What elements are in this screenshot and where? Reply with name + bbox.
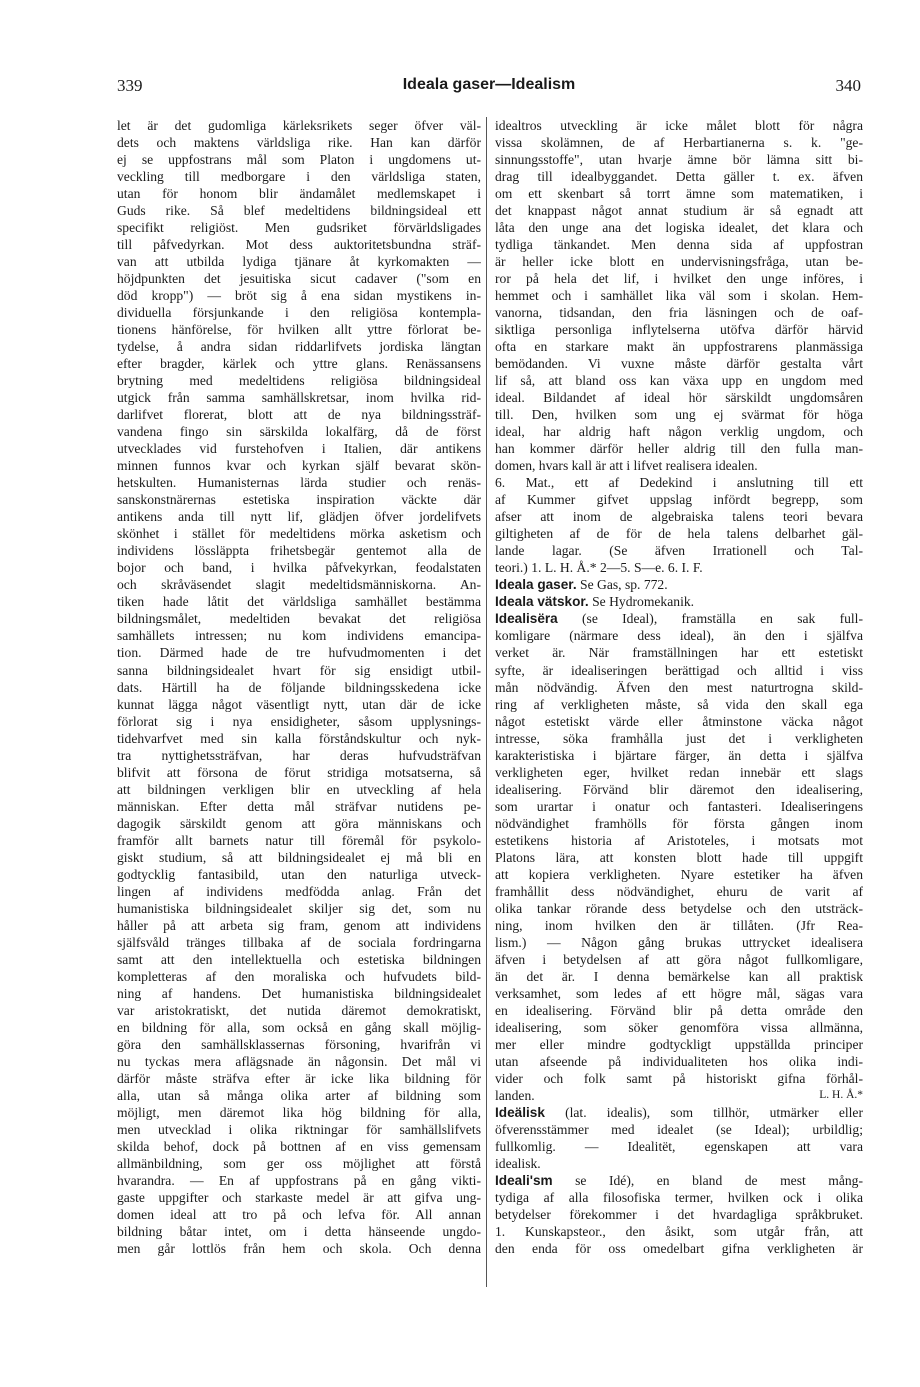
text-line — [495, 798, 863, 815]
line-text: verkligheten eger, hvilket redan innebär ett slags — [495, 764, 863, 780]
text-line: tra nyttighetssträfvan, har deras hufvudsträfvan — [117, 747, 481, 763]
text-line: men utvecklad i olika riktningar för samhällslifvets — [117, 1121, 481, 1137]
line-text: ning, inom hvilken den är tillåten. (Jfr Rea- — [495, 917, 863, 933]
text-line — [495, 1189, 863, 1206]
text-line — [495, 627, 863, 644]
line-text: äfven i betydelsen af att göra något fullkomligare, — [495, 951, 863, 967]
text-line: utan för honom blir ändamålet medlemskapet i — [117, 186, 481, 202]
line-text: domen, hvars kall är att i lifvet realisera idealen. — [495, 458, 758, 474]
line-text: ring af verkligheten måste, så vida den skall ega — [495, 696, 863, 712]
right-column — [495, 117, 863, 1357]
text-line: därför måste sträfva efter är icke lika bildning för — [117, 1070, 481, 1086]
text-line — [495, 202, 863, 219]
line-text: vider och folk samt på historiskt gifna förhål- — [495, 1070, 863, 1086]
line-text: landen. — [495, 1087, 535, 1103]
text-line: förlorat sig i nya ensidigheter, såsom upplysnings- — [117, 713, 481, 729]
text-line — [495, 525, 863, 542]
line-text: verksamhet, som ledes af ett högre mål, sägas vara — [495, 985, 863, 1001]
text-line — [495, 321, 863, 338]
text-line — [495, 559, 863, 576]
text-line: individens lössläppta frihetsbegär gentemot alla de — [117, 543, 481, 559]
text-line — [495, 542, 863, 559]
text-line — [495, 457, 863, 474]
text-line — [495, 730, 863, 747]
text-line: minnen funnos kvar och kyrkan själf bevarat skön- — [117, 458, 481, 474]
line-text: 1. Kunskapsteor., den åsikt, som utgår från, att — [495, 1224, 863, 1240]
text-line — [495, 815, 863, 832]
text-line: bojor och band, i hvilka påfvekyrkan, feodalstaten — [117, 560, 481, 576]
text-line: giskt studium, så att bildningsidealet ej må bli en — [117, 849, 481, 865]
text-line: alla, utan så många olika arter af bildning som — [117, 1087, 481, 1103]
text-line — [495, 117, 863, 134]
line-text: bemödanden. Vi vuxne måste därför gestalta vårt — [495, 356, 863, 372]
text-line — [495, 883, 863, 900]
page-number-left: 339 — [117, 76, 143, 95]
line-text: ideal, har aldrig haft någon verklig ungdom, och — [495, 424, 863, 440]
text-line — [495, 304, 863, 321]
text-line: blifvit att försona de förut stridiga motsatserna, så — [117, 764, 481, 780]
text-line: bildning båtar intet, om i detta hänseende ungdo- — [117, 1224, 481, 1240]
text-line: darlifvet florerat, blott att de nya bildningssträf- — [117, 407, 481, 423]
text-line — [495, 1155, 863, 1172]
line-text: verket är. När framställningen har ett estetiskt — [495, 645, 863, 661]
text-line: kompletteras af den moraliska och hufvudets bild- — [117, 968, 481, 984]
line-text: 6. Mat., ett af Dedekind i anslutning till ett — [495, 475, 863, 491]
line-text: om ett skenbart så torrt ämne som matematiken, i — [495, 186, 863, 202]
text-line — [495, 1121, 863, 1138]
entry-headword: Ideälisk — [495, 1104, 545, 1120]
text-line — [495, 423, 863, 440]
text-line: specifikt religiöst. Men gudsriket förvärldsligades — [117, 220, 481, 236]
line-text: idealisering. Förvänd blir däremot den idealisering, — [495, 781, 863, 797]
text-line: tiken hade låtit det världsliga samhället bestämma — [117, 594, 481, 610]
text-line — [495, 1223, 863, 1240]
text-line: möjligt, men däremot lika hög bildning för alla, — [117, 1104, 481, 1120]
text-line: allmänbildning, som ger oss möjlighet att förstå — [117, 1155, 481, 1171]
text-line — [495, 781, 863, 798]
line-text: öfverensstämmer med idealet (se Ideal); urbildlig; — [495, 1121, 863, 1137]
text-line: samt att den intellektuella och estetiska bildningen — [117, 951, 481, 967]
line-text: betydelser förekommer i det hvardagliga språkbruket. — [495, 1207, 863, 1222]
line-text: estetikens historia af Aristoteles, i motsats mot — [495, 832, 863, 848]
text-line — [495, 747, 863, 764]
line-text: komligare (närmare dess ideal), än den i själfva — [495, 628, 863, 644]
text-line: domen ideal att tro på och lefva för. All annan — [117, 1207, 481, 1222]
page-header — [117, 76, 861, 100]
line-text: teori.) 1. L. H. Å.* 2—5. S—e. 6. I. F. — [495, 560, 703, 576]
entry-headword: Ideala gaser. — [495, 577, 577, 593]
line-text: vissa skolämnen, de af Herbartianerna s. k. "ge- — [495, 135, 863, 151]
line-text: hemmet och i samhället lika väl som i skolan. Hem- — [495, 288, 863, 304]
text-line: människan. Efter detta mål sträfvar nutidens pe- — [117, 798, 481, 814]
text-line: hvarandra. — En af uppfostrans på en gång vikti- — [117, 1172, 481, 1188]
line-text: idealtros utveckling är icke målet blott för några — [495, 118, 863, 133]
entry-line — [495, 593, 863, 610]
text-line: let är det gudomliga kärleksrikets seger öfver väl- — [117, 118, 481, 133]
line-text: till. Den, hvilken som ung ej svärmat för höga — [495, 407, 863, 423]
line-text: låta den unge ana det logiska idealet, det klara och — [495, 220, 863, 236]
line-text: den enda för oss omedelbart gifna verkligheten är — [495, 1241, 863, 1257]
text-line — [495, 508, 863, 525]
text-line — [495, 934, 863, 951]
text-line — [495, 696, 863, 713]
text-line — [495, 832, 863, 849]
text-line: nu tyckas mera aflägsnade än någonsin. Det mål vi — [117, 1053, 481, 1069]
text-line: utvecklades vid furstehofven i Italien, där antikens — [117, 441, 481, 457]
text-line — [495, 1070, 863, 1087]
text-line: håller på att arbeta sig fram, genom att individens — [117, 917, 481, 933]
line-text: något estetiskt värde eller åtminstone väcka något — [495, 713, 863, 729]
line-text: intresse, söka framhålla just det i verkligheten — [495, 730, 863, 746]
line-text: (se Ideal), framställa en sak full- — [557, 611, 863, 627]
author-signature: L. H. Å.* — [819, 1088, 863, 1101]
text-line — [495, 491, 863, 508]
entry-line — [495, 1104, 863, 1121]
line-text: af Kummer gifvet uppslag infördt begrepp, som — [495, 492, 863, 508]
text-line — [495, 644, 863, 661]
text-line: gaste uppgifter och starkaste medel är att gifva ung- — [117, 1189, 481, 1205]
text-line: till påfvedyrkan. Mot dess auktoritetsbundna sträf- — [117, 237, 481, 253]
text-line: sanskonstnärernas estetiska inspiration väckte där — [117, 492, 481, 508]
line-text: det knappast något annat studium är så egnadt att — [495, 203, 863, 219]
text-line — [495, 764, 863, 781]
text-line — [495, 406, 863, 423]
line-text: fullkomlig. — Idealitët, egenskapen att vara — [495, 1138, 863, 1154]
line-text: en idealisering. Förvänd blir på detta område den — [495, 1002, 863, 1018]
text-line — [495, 372, 863, 389]
text-line: Guds rike. Så blef medeltidens bildningsideal ett — [117, 203, 481, 219]
text-line: van att utbilda lydiga tjänare åt kyrkomakten — — [117, 254, 481, 270]
text-line: humanistiska bildningsidealet skiljer sig det, som nu — [117, 900, 481, 916]
text-line: skilda behof, dock på bottnen af en viss gemensam — [117, 1138, 481, 1154]
text-line: dividuella försjunkande i den religiösa kontempla- — [117, 305, 481, 321]
text-line: tion. Därmed hade de tre hufvudmomenten i det — [117, 645, 481, 661]
text-line — [495, 917, 863, 934]
text-line — [495, 900, 863, 917]
text-line: dats. Härtill ha de följande bildningsskedena icke — [117, 679, 481, 695]
text-line — [495, 1240, 863, 1257]
text-line — [495, 662, 863, 679]
text-line — [495, 713, 863, 730]
line-text: siktliga personliga inflytelserna utöfva därför härvid — [495, 322, 863, 338]
text-line — [495, 134, 863, 151]
line-text: lism.) — Någon gång brukas uttrycket idealisera — [495, 934, 863, 950]
text-line: lingen af individens medfödda anlag. Från det — [117, 883, 481, 899]
text-line: brytning med medeltidens religiösa bildningsideal — [117, 373, 481, 389]
text-line — [495, 338, 863, 355]
text-line: en bildning för alla, som också en gång skall möjlig- — [117, 1019, 481, 1035]
text-line: efter bragder, kärlek och yttre glans. Renässansens — [117, 356, 481, 372]
line-text: tydiga af alla filosofiska termer, hvilken ock i olika — [495, 1189, 863, 1205]
left-column — [117, 117, 481, 1357]
text-line: samhällets intressen; nu kom individens emancipa- — [117, 628, 481, 644]
line-text: idealisering, som söker genomföra vissa allmänna, — [495, 1019, 863, 1035]
text-line — [495, 1053, 863, 1070]
line-text: syfte, är idealiseringen berättigad och alltid i viss — [495, 662, 863, 678]
text-line — [495, 287, 863, 304]
text-line — [495, 253, 863, 270]
text-line: kunnat lägga något väsentligt nytt, utan där de icke — [117, 696, 481, 712]
line-text: giltigheten af de för de hela talens delbarhet gäl- — [495, 526, 863, 542]
text-line — [495, 849, 863, 866]
line-text: idealisk. — [495, 1155, 541, 1171]
text-line: vandena fingo sin särskilda lokalfärg, då de först — [117, 424, 481, 440]
text-line: sanna bildningsidealet hvart för sig ensidigt utbil- — [117, 662, 481, 678]
line-text: olika tankar rörande dess betydelse och den utsträck- — [495, 900, 863, 916]
line-text: att kopiera verkligheten. Nyare estetiker ha äfven — [495, 866, 863, 882]
text-line: död kropp") — bröt sig å ena sidan mystikens in- — [117, 288, 481, 304]
text-line: men går lottlös från hem och skola. Och denna — [117, 1241, 481, 1257]
line-text: lif så, att bland oss kan växa upp en ungdom med — [495, 373, 863, 389]
text-line: hetskulten. Humanisternas lärda studier och renäs- — [117, 475, 481, 491]
text-line: dets och maktens världsliga rike. Han kan därför — [117, 135, 481, 151]
entry-headword: Ideali'sm — [495, 1172, 553, 1188]
text-line — [495, 168, 863, 185]
entry-line — [495, 576, 863, 593]
line-text: mer eller mindre godtyckligt uppställda principer — [495, 1036, 863, 1052]
text-line — [495, 151, 863, 168]
line-text: tydliga tänkandet. Men denna sida af uppfostran — [495, 237, 863, 253]
text-line: att bildningen verkligen blir en utveckling af hela — [117, 781, 481, 797]
text-line: framför allt barnets natur till föremål för psykolo- — [117, 832, 481, 848]
text-line: tidehvarfvet med sin kalla förståndskultur och nyk- — [117, 730, 481, 746]
text-line — [495, 1002, 863, 1019]
text-line: tionens hänförelse, för hvilken allt yttre förlorat be- — [117, 322, 481, 338]
text-line: godtycklig fantasibild, utan den naturliga utveck- — [117, 866, 481, 882]
text-line — [495, 1036, 863, 1053]
text-line: utgick från samma samhällskretsar, inom hvilka rid- — [117, 390, 481, 406]
line-text: utan afseende på individualiteten hos olika indi- — [495, 1053, 863, 1069]
text-line — [495, 270, 863, 287]
line-text: Se Hydromekanik. — [588, 594, 695, 610]
line-text: lande lagar. (Se äfven Irrationell och Tal- — [495, 543, 863, 559]
text-line — [495, 219, 863, 236]
running-title: Ideala gaser—Idealism — [402, 76, 576, 93]
line-text: nödvändighet framhölls för första gången inom — [495, 815, 863, 831]
text-line: tydelse, å andra sidan riddarlifvets jordiska längtan — [117, 339, 481, 355]
text-line — [495, 1206, 863, 1223]
text-line — [495, 985, 863, 1002]
line-text: afser att inom de algebraiska talens teori bevara — [495, 509, 863, 525]
text-line: själfsvåld tränges tillbaka af de sociala fordringarna — [117, 934, 481, 950]
text-line: göra den samhällsklassernas försoning, hvarifrån vi — [117, 1036, 481, 1052]
text-line — [495, 968, 863, 985]
entry-headword: Ideala vätskor. — [495, 594, 589, 610]
text-line — [495, 866, 863, 883]
text-line: veckling till medborgare i den världsliga staten, — [117, 169, 481, 185]
entry-line — [495, 610, 863, 627]
text-line: var aristokratiskt, det nutida däremot demokratiskt, — [117, 1002, 481, 1018]
text-line — [495, 1087, 863, 1104]
line-text: är heller icke blott en undervisningsfråga, utan be- — [495, 254, 863, 270]
text-line: ning af handens. Det humanistiska bildningsidealet — [117, 985, 481, 1001]
text-line: höjdpunkten det jesuitiska sicut cadaver ("som en — [117, 271, 481, 287]
page-number-right: 340 — [835, 76, 861, 95]
text-line — [495, 1138, 863, 1155]
text-line — [495, 679, 863, 696]
line-text: karakteristiska i bjärtare färger, än detta i själfva — [495, 747, 863, 763]
text-line — [495, 951, 863, 968]
line-text: framhållit dess nödvändighet, ehuru de varit af — [495, 883, 863, 899]
line-text: se Idé), en bland de mest mång- — [552, 1172, 863, 1188]
text-line: och skråväsendet slagit medeltidsmänniskorna. An- — [117, 577, 481, 593]
line-text: än det är. I denna bemärkelse kan all praktisk — [495, 968, 863, 984]
text-line — [495, 474, 863, 491]
text-line: antikens anda till nytt lif, glädjen öfver jordelifvets — [117, 509, 481, 525]
line-text: Se Gas, sp. 772. — [576, 577, 668, 593]
line-text: vanorna, tidsandan, den fria läsningen och de oaf- — [495, 305, 863, 321]
text-line — [495, 1019, 863, 1036]
line-text: Platons lära, att konsten blott hade till uppgift — [495, 849, 863, 865]
text-line — [495, 185, 863, 202]
line-text: drag till idealbyggandet. Detta gäller t. ex. äfven — [495, 169, 863, 185]
text-line: skönhet i stället för medeltidens mörka asketism och — [117, 526, 481, 542]
line-text: ror på hela det lif, i hvilket den unge införes, i — [495, 271, 863, 287]
entry-line — [495, 1172, 863, 1189]
line-text: (lat. idealis), som tillhör, utmärker eller — [544, 1104, 863, 1120]
text-line: bildningsmålet, medeltiden bevakat det religiösa — [117, 611, 481, 627]
line-text: som urartar i onatur och fantasteri. Idealiseringens — [495, 798, 863, 814]
line-text: ideal. Bildandet af ideal hör särskildt ungdomsåren — [495, 390, 863, 406]
text-line — [495, 236, 863, 253]
line-text: mån nödvändig. Äfven den mest naturtrogna skild- — [495, 679, 863, 695]
text-line: dagogik särskildt genom att göra människans och — [117, 815, 481, 831]
text-line — [495, 355, 863, 372]
text-line — [495, 389, 863, 406]
column-divider — [486, 117, 487, 1287]
text-line — [495, 440, 863, 457]
line-text: ofta en starkare makt än uppfostrarens planmässiga — [495, 339, 863, 355]
line-text: sinnungsstoffe", utan hvarje ämne bör lämna sitt bi- — [495, 152, 863, 168]
line-text: han kommer därför heller aldrig till den fulla man- — [495, 441, 863, 457]
entry-headword: Idealisëra — [495, 611, 558, 627]
text-line: ej se uppfostrans mål som Platon i ungdomens ut- — [117, 152, 481, 168]
